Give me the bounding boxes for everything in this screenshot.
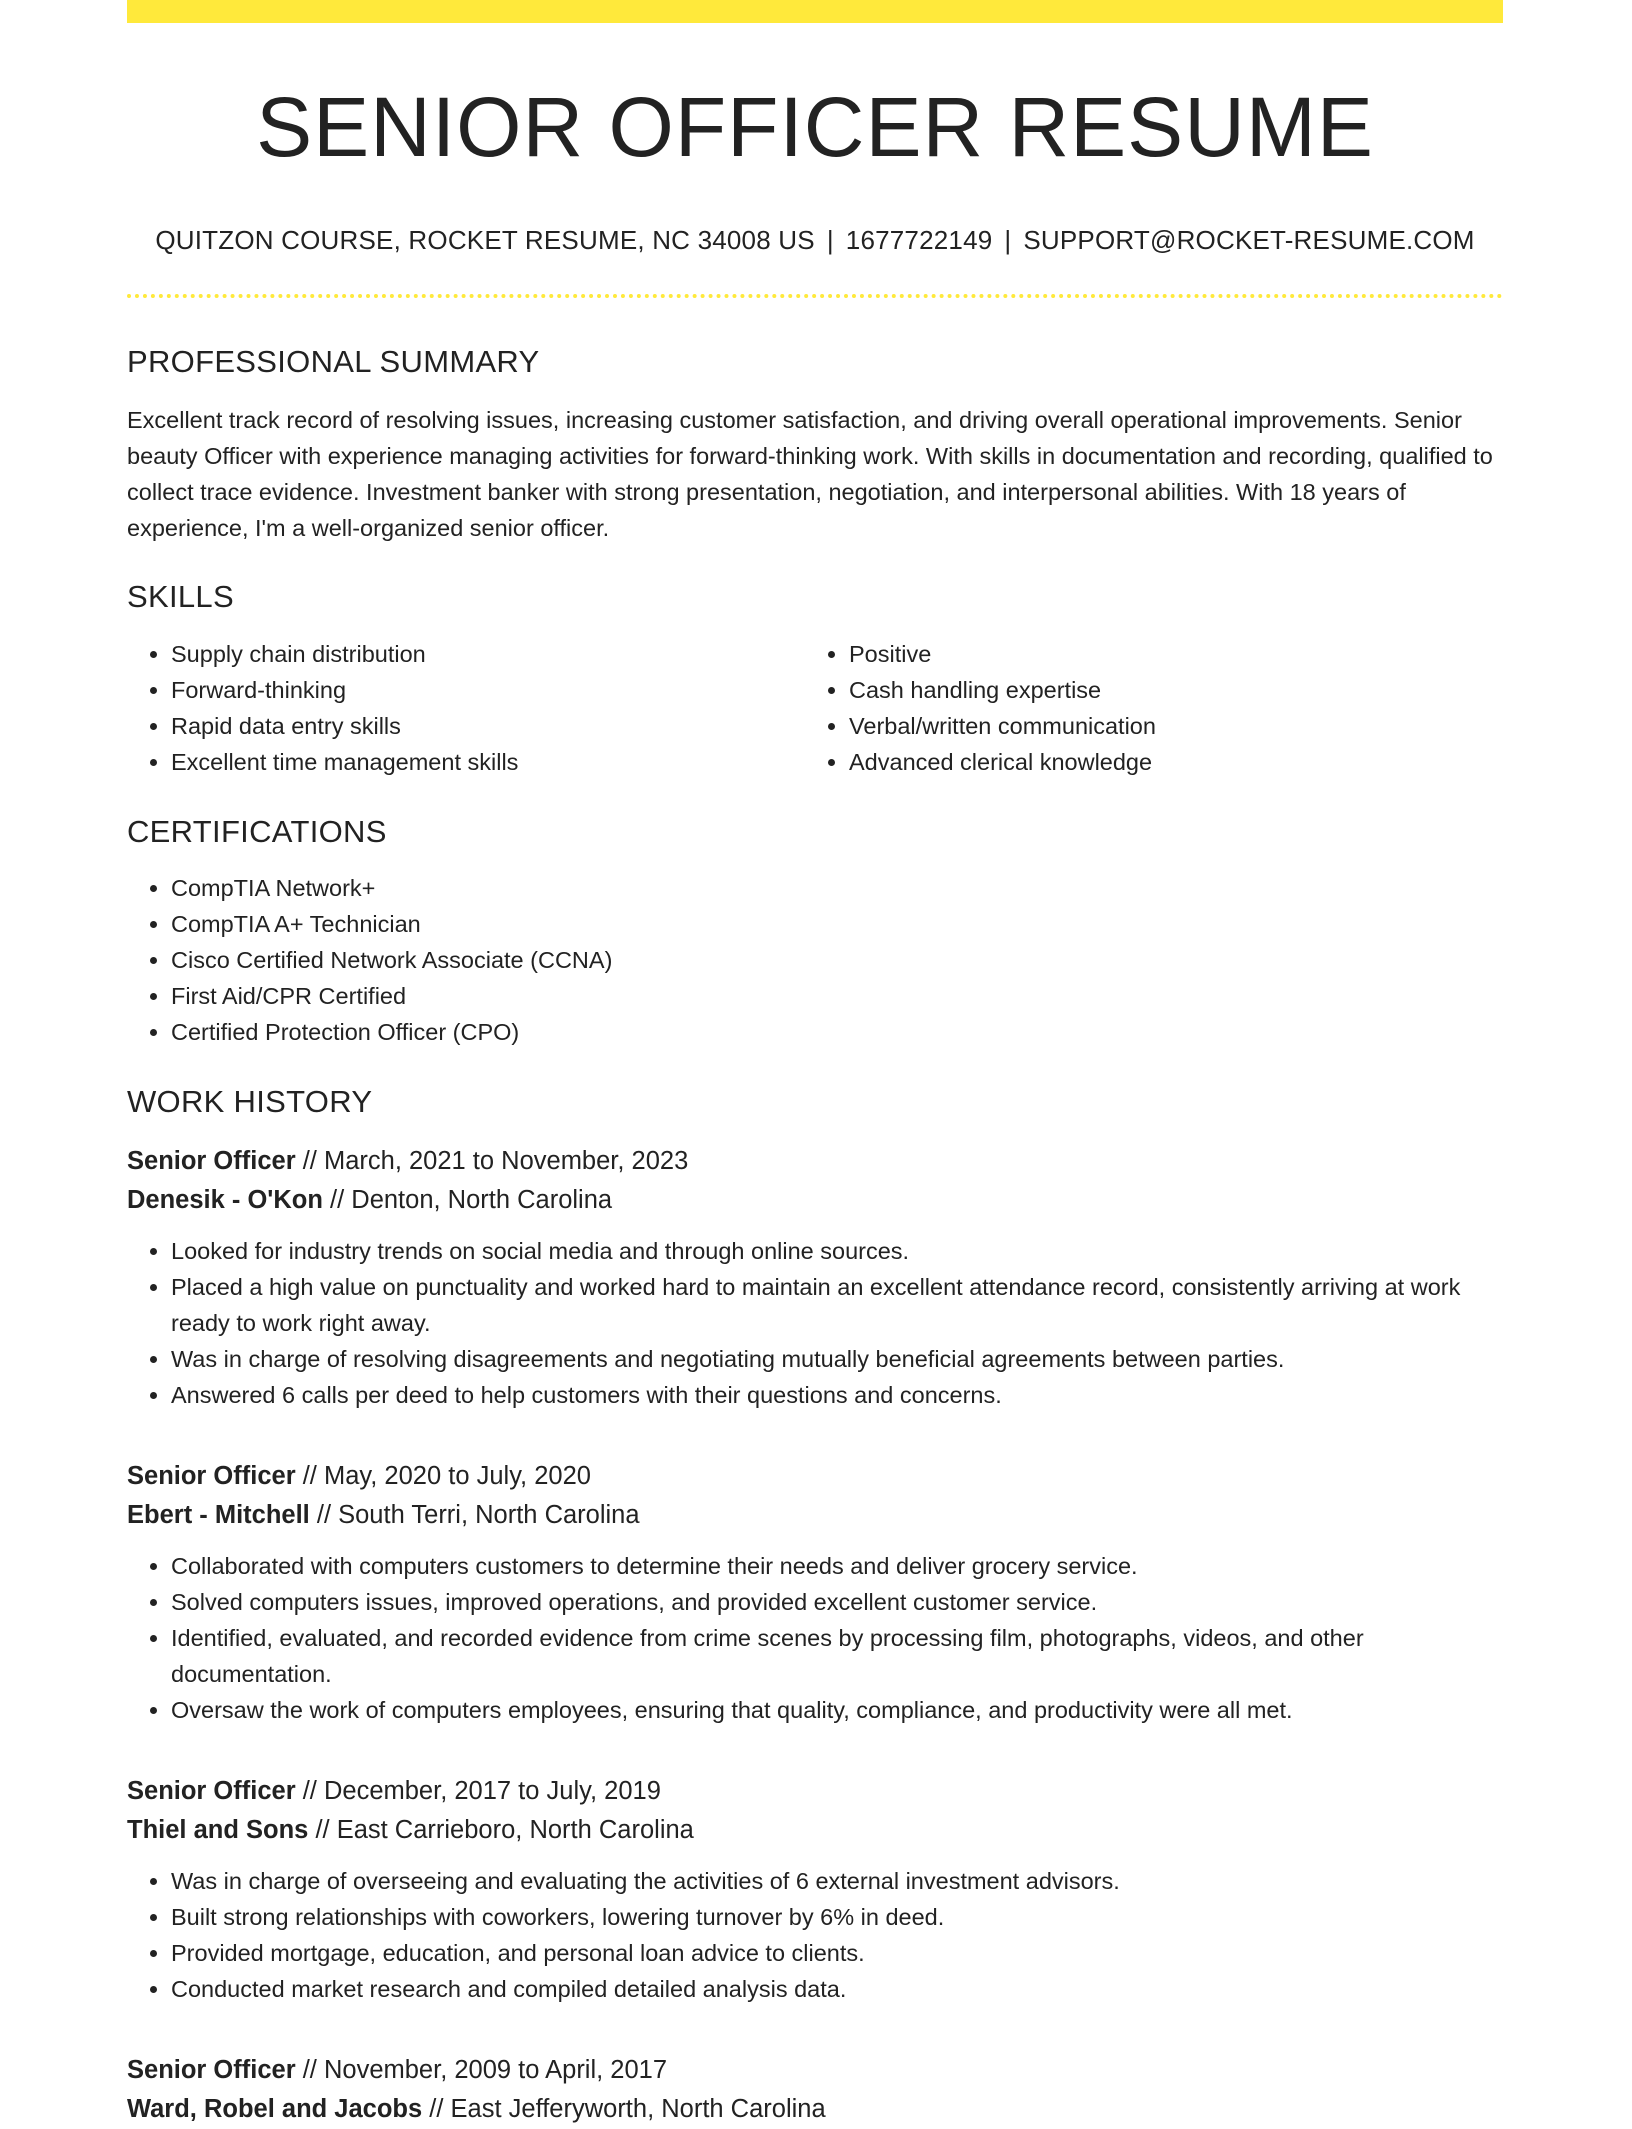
- job-company-line: [127, 1181, 1503, 1220]
- certification-item: • First Aid/CPR Certified: [171, 978, 1503, 1014]
- certification-item: • Cisco Certified Network Associate (CCNA): [171, 942, 1503, 978]
- job-company-line: [127, 1496, 1503, 1535]
- job-bullets: [127, 1863, 1503, 2007]
- skills-column-left: [127, 636, 805, 780]
- job-dates: // March, 2021 to November, 2023: [295, 1146, 689, 1175]
- job-role-line: [127, 2051, 1503, 2090]
- job-bullet: • Provided mortgage, education, and personal loan advice to clients.: [171, 1935, 1503, 1971]
- job-bullet: • Was in charge of overseeing and evaluating the activities of 6 external investment advisors.: [171, 1863, 1503, 1899]
- skill-item: • Rapid data entry skills: [171, 708, 805, 744]
- job-dates: // November, 2009 to April, 2017: [295, 2055, 668, 2084]
- resume-title: SENIOR OFFICER RESUME: [256, 80, 1374, 174]
- job-location: // East Carrieboro, North Carolina: [308, 1815, 694, 1844]
- certifications-list: [127, 870, 1503, 1050]
- contact-phone: 1677722149: [845, 225, 993, 255]
- job-company-line: [127, 1811, 1503, 1850]
- job-role: Senior Officer: [127, 1776, 296, 1805]
- job-company: Denesik - O'Kon: [127, 1185, 323, 1214]
- contact-line: [127, 225, 1503, 256]
- job-bullet: • Identified, evaluated, and recorded evidence from crime scenes by processing film, photographs, videos, and other documentation.: [171, 1620, 1503, 1692]
- certifications-heading: CERTIFICATIONS: [127, 813, 387, 849]
- job-bullet: • Oversaw the work of computers employees, ensuring that quality, compliance, and productivity were all met.: [171, 1692, 1503, 1728]
- skill-item: • Advanced clerical knowledge: [849, 744, 1483, 780]
- job-location: // East Jefferyworth, North Carolina: [422, 2094, 826, 2123]
- certification-item: • Certified Protection Officer (CPO): [171, 1014, 1503, 1050]
- skill-item: • Excellent time management skills: [171, 744, 805, 780]
- certification-item: • CompTIA A+ Technician: [171, 906, 1503, 942]
- contact-address: QUITZON COURSE, ROCKET RESUME, NC 34008 US: [155, 225, 815, 255]
- job-role-line: [127, 1772, 1503, 1811]
- skill-item: • Supply chain distribution: [171, 636, 805, 672]
- job-role: Senior Officer: [127, 2055, 296, 2084]
- job-role-line: [127, 1142, 1503, 1181]
- skill-item: • Verbal/written communication: [849, 708, 1483, 744]
- job-bullets: [127, 1233, 1503, 1413]
- contact-separator: |: [826, 225, 834, 255]
- job-bullet: • Conducted market research and compiled detailed analysis data.: [171, 1971, 1503, 2007]
- job-company: Thiel and Sons: [127, 1815, 309, 1844]
- skills-heading: SKILLS: [127, 579, 234, 615]
- resume-page: [127, 0, 1503, 2129]
- job-entry: [127, 1457, 1503, 1728]
- skills-column-right: [805, 636, 1483, 780]
- job-bullet: • Built strong relationships with coworkers, lowering turnover by 6% in deed.: [171, 1899, 1503, 1935]
- job-company: Ebert - Mitchell: [127, 1500, 310, 1529]
- contact-separator: |: [1004, 225, 1012, 255]
- job-dates: // May, 2020 to July, 2020: [295, 1461, 591, 1490]
- job-company: Ward, Robel and Jacobs: [127, 2094, 423, 2123]
- skill-item: • Forward-thinking: [171, 672, 805, 708]
- job-bullet: • Was in charge of resolving disagreements and negotiating mutually beneficial agreements between parties.: [171, 1341, 1503, 1377]
- skills-list-left: [127, 636, 805, 780]
- skill-item: • Positive: [849, 636, 1483, 672]
- job-company-line: [127, 2090, 1503, 2129]
- job-dates: // December, 2017 to July, 2019: [295, 1776, 661, 1805]
- summary-heading: PROFESSIONAL SUMMARY: [127, 344, 540, 380]
- job-bullets: [127, 1548, 1503, 1728]
- job-bullet: • Collaborated with computers customers to determine their needs and deliver grocery service.: [171, 1548, 1503, 1584]
- job-role: Senior Officer: [127, 1146, 296, 1175]
- job-bullet: • Looked for industry trends on social media and through online sources.: [171, 1233, 1503, 1269]
- job-entry: [127, 1772, 1503, 2007]
- job-bullet: • Placed a high value on punctuality and worked hard to maintain an excellent attendance record, consistently arriving at work ready to work right away.: [171, 1269, 1503, 1341]
- job-role: Senior Officer: [127, 1461, 296, 1490]
- job-entry: [127, 2051, 1503, 2129]
- top-accent-bar: [127, 0, 1503, 23]
- job-entry: [127, 1142, 1503, 1413]
- job-bullet: • Answered 6 calls per deed to help customers with their questions and concerns.: [171, 1377, 1503, 1413]
- skills-list-right: [805, 636, 1483, 780]
- certification-item: • CompTIA Network+: [171, 870, 1503, 906]
- job-role-line: [127, 1457, 1503, 1496]
- contact-email: SUPPORT@ROCKET-RESUME.COM: [1023, 225, 1475, 255]
- job-location: // South Terri, North Carolina: [309, 1500, 640, 1529]
- summary-text: Excellent track record of resolving issues, increasing customer satisfaction, and driving overall operational improvements. Senior beauty Officer with experience managing activities for forward-thinking work. With skills in documentation and recording, qualified to collect trace evidence. Investment banker with strong presentation, negotiation, and interpersonal abilities. With 18 years of experience, I'm a well-organized senior officer.: [127, 407, 1493, 542]
- work-history-heading: WORK HISTORY: [127, 1083, 373, 1119]
- job-bullet: • Solved computers issues, improved operations, and provided excellent customer service.: [171, 1584, 1503, 1620]
- skill-item: • Cash handling expertise: [849, 672, 1483, 708]
- job-location: // Denton, North Carolina: [322, 1185, 613, 1214]
- skills-grid: [127, 636, 1503, 780]
- dotted-divider: [127, 294, 1503, 298]
